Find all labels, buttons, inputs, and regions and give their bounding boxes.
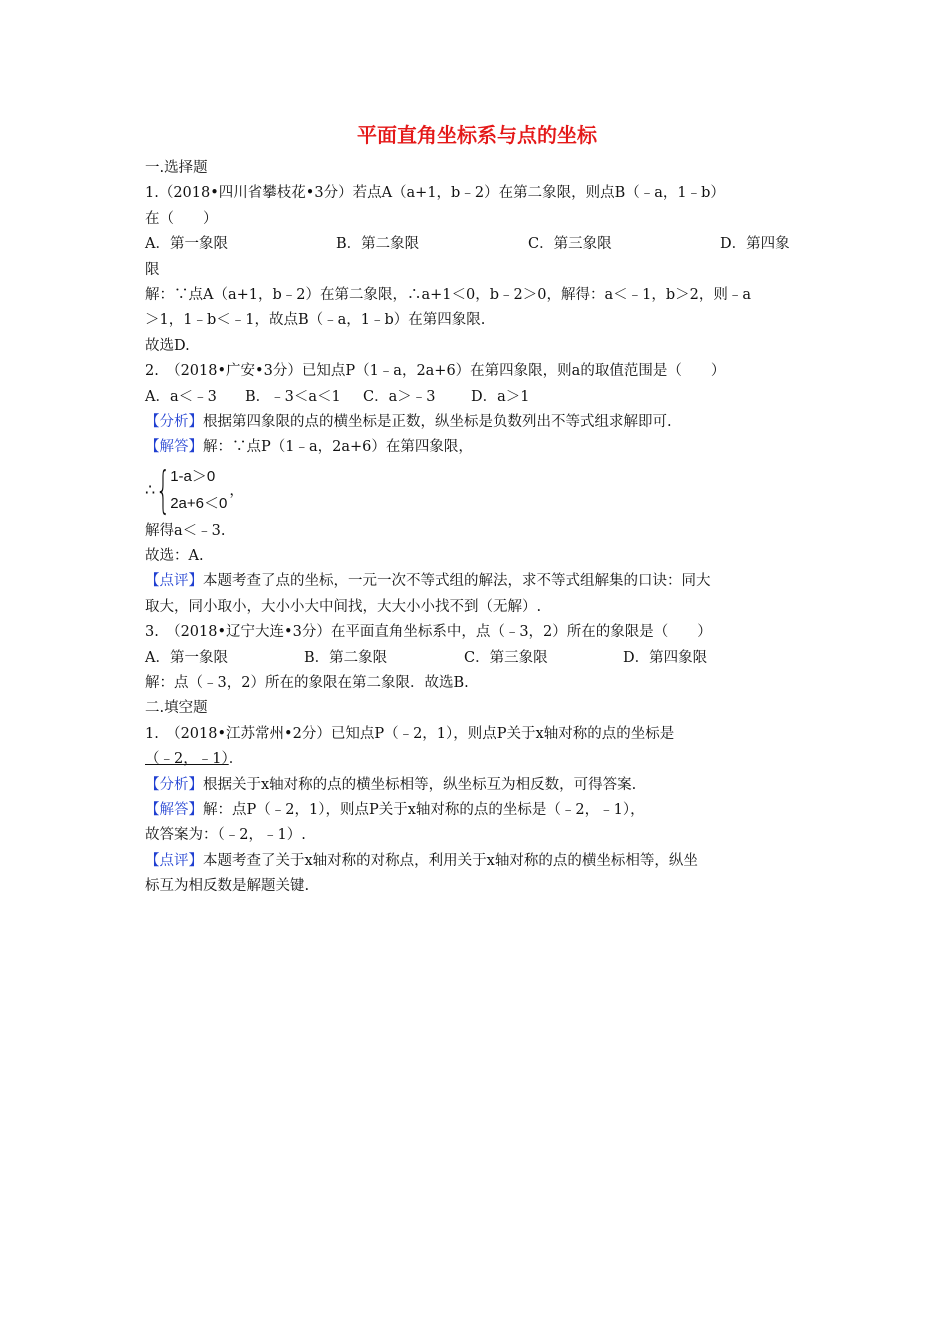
- q2-choice: 故选：A.: [145, 548, 204, 565]
- q2-answer-text: 解：∵点P（1﹣a，2a+6）在第四象限，: [203, 439, 473, 456]
- q1-option-d-continued: 限: [145, 261, 160, 278]
- analysis-tag: 【分析】: [145, 776, 203, 793]
- q1-stem-line1: 1.（2018•四川省攀枝花•3分）若点A（a+1，b﹣2）在第二象限，则点B（﹣a，1﹣b）: [145, 185, 725, 202]
- q1-solution-line2: ＞1，1﹣b＜﹣1，故点B（﹣a，1﹣b）在第四象限.: [145, 312, 486, 329]
- q2-result: 解得a＜﹣3.: [145, 522, 226, 539]
- comment-tag: 【点评】: [145, 852, 203, 869]
- q1-option-b: B．第二象限: [336, 236, 420, 253]
- answer-tag: 【解答】: [145, 439, 203, 456]
- q2-comment-line1: [145, 569, 807, 594]
- comment-tag: 【点评】: [145, 573, 203, 590]
- f1-analysis: [145, 773, 807, 798]
- q3-solution: 解：点（﹣3，2）所在的象限在第二象限．故选B.: [145, 675, 469, 692]
- q2-inequality-system: [145, 461, 807, 519]
- q2-option-d: D．a＞1: [471, 388, 530, 405]
- answer-tag: 【解答】: [145, 801, 203, 818]
- f1-stem: 1. （2018•江苏常州•2分）已知点P（﹣2，1），则点P关于x轴对称的点的坐标是: [145, 725, 675, 742]
- q3-option-d: D．第四象限: [623, 649, 708, 666]
- section-heading-fill: 二.填空题: [145, 700, 208, 717]
- f1-comment-line1: [145, 849, 807, 874]
- q2-comment-text: 本题考查了点的坐标，一元一次不等式组的解法，求不等式组解集的口诀：同大: [203, 573, 711, 590]
- q2-analysis: [145, 410, 807, 435]
- inequality-list: [170, 463, 227, 517]
- q1-option-c: C．第三象限: [528, 236, 612, 253]
- q1-solution-line3: 故选D.: [145, 337, 190, 354]
- q2-comment-line2: 取大，同小取小，大小小大中间找，大大小小找不到（无解）.: [145, 598, 542, 615]
- q2-option-c: C．a＞﹣3: [363, 388, 436, 405]
- q2-options: [145, 385, 807, 410]
- q1-option-a: A．第一象限: [145, 236, 228, 253]
- therefore-symbol: ∴: [145, 480, 156, 500]
- analysis-tag: 【分析】: [145, 413, 203, 430]
- q1-options: [145, 232, 807, 257]
- f1-blank-end: ．: [228, 751, 244, 768]
- q2-stem: 2. （2018•广安•3分）已知点P（1﹣a，2a+6）在第四象限，则a的取值范围是（ ）: [145, 363, 726, 380]
- page-title: 平面直角坐标系与点的坐标: [357, 123, 597, 147]
- system-comma: ，: [229, 483, 244, 500]
- q1-option-d: D．第四象: [720, 236, 790, 253]
- q1-solution-line1: 解：∵点A（a+1，b﹣2）在第二象限，∴a+1＜0，b﹣2＞0，解得：a＜﹣1，b＞2，则﹣a: [145, 286, 751, 303]
- section-heading-choice: 一.选择题: [145, 160, 208, 176]
- q3-stem: 3. （2018•辽宁大连•3分）在平面直角坐标系中，点（﹣3，2）所在的象限是（ ）: [145, 624, 712, 641]
- q2-option-a: A．a＜﹣3: [145, 388, 217, 405]
- q2-answer: [145, 435, 807, 460]
- q3-option-a: A．第一象限: [145, 649, 228, 666]
- q2-option-b: B．﹣3＜a＜1: [245, 388, 341, 405]
- f1-analysis-text: 根据关于x轴对称的点的横坐标相等，纵坐标互为相反数，可得答案.: [203, 776, 637, 793]
- q3-options: [145, 646, 807, 671]
- left-brace: {: [156, 460, 171, 519]
- f1-comment-text: 本题考查了关于x轴对称的对称点，利用关于x轴对称的点的横坐标相等，纵坐: [203, 852, 698, 869]
- document-page: [145, 122, 807, 900]
- f1-answer-text: 解：点P（﹣2，1），则点P关于x轴对称的点的坐标是（﹣2，﹣1），: [203, 801, 645, 818]
- q2-analysis-text: 根据第四象限的点的横坐标是正数，纵坐标是负数列出不等式组求解即可.: [203, 413, 672, 430]
- q3-option-c: C．第三象限: [464, 649, 548, 666]
- f1-comment-line2: 标互为相反数是解题关键.: [145, 878, 310, 895]
- f1-answer-blank: （﹣2，﹣1）: [145, 751, 229, 768]
- inequality-2: 2a+6＜0: [170, 494, 228, 512]
- inequality-1: 1-a＞0: [170, 467, 216, 485]
- f1-result: 故答案为：（﹣2，﹣1）.: [145, 827, 306, 844]
- f1-answer: [145, 798, 807, 823]
- q3-option-b: B．第二象限: [304, 649, 388, 666]
- f1-blank-line: [145, 747, 807, 772]
- q1-stem-line2: 在（ ）: [145, 210, 218, 227]
